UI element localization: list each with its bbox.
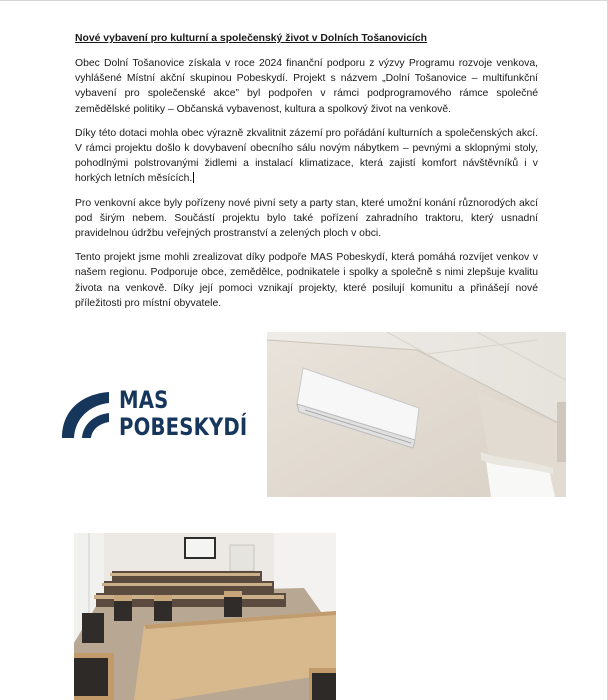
paragraph-text: Díky této dotaci mohla obec výrazně zkvalitnit zázemí pro pořádání kulturních a společenských akcí. V rámci projektu došlo k dovybavení obecního sálu novým nábytkem – pevnými a sklopnými stoly, pohodlnými polstrovanými židlemi a instalací klimatizace, která zajistí komfort návštěvníků i v horkých letních měsících. bbox=[75, 127, 538, 185]
logo-line-pobeskydi: POBESKYDÍ bbox=[119, 413, 248, 441]
paragraph: Tento projekt jsme mohli zrealizovat díky podpoře MAS Pobeskydí, která pomáhá rozvíjet venkov v našem regionu. Podporuje obce, zemědělce, podnikatele i spolky a společně s nimi zlepšuje kvalitu života na venkově. Díky její pomoci vznikají projekty, které posilují komunitu a přinášejí nové příležitosti pro místní obyvatele. bbox=[75, 252, 538, 309]
air-conditioner-image bbox=[267, 332, 566, 497]
logo-swoosh-icon bbox=[60, 388, 110, 440]
mas-pobeskydi-logo bbox=[60, 388, 260, 440]
paragraph: Pro venkovní akce byly pořízeny nové pivní sety a party stan, které umožní konání různorodých akcí pod širým nebem. Součástí projektu bylo také pořízení zahradního traktoru, který usnadní pravidelnou údržbu veřejných prostranství a zelených ploch v obci. bbox=[75, 197, 538, 240]
hall-furniture-image bbox=[74, 533, 336, 700]
document-body[interactable] bbox=[75, 33, 538, 311]
air-conditioner-photo[interactable] bbox=[267, 332, 566, 497]
hall-furniture-photo[interactable] bbox=[74, 533, 336, 700]
text-cursor bbox=[193, 172, 194, 183]
paragraph bbox=[75, 126, 538, 187]
logo-wordmark bbox=[119, 387, 276, 440]
paragraph: Obec Dolní Tošanovice získala v roce 2024 finanční podporu z výzvy Programu rozvoje venkova, vyhlášené Místní akční skupinou Pobeskydí. Projekt s názvem „Dolní Tošanovice – multifunkční vybavení pro společenské akce” byl podpořen v rámci podprogramového rámce společné zemědělské politiky – Občanská vybavenost, kultura a spolkový život na venkově. bbox=[75, 58, 538, 115]
page-edge bbox=[0, 0, 608, 1]
document-title: Nové vybavení pro kulturní a společenský život v Dolních Tošanovicích bbox=[75, 33, 428, 44]
logo-line-mas: MAS bbox=[119, 386, 169, 414]
